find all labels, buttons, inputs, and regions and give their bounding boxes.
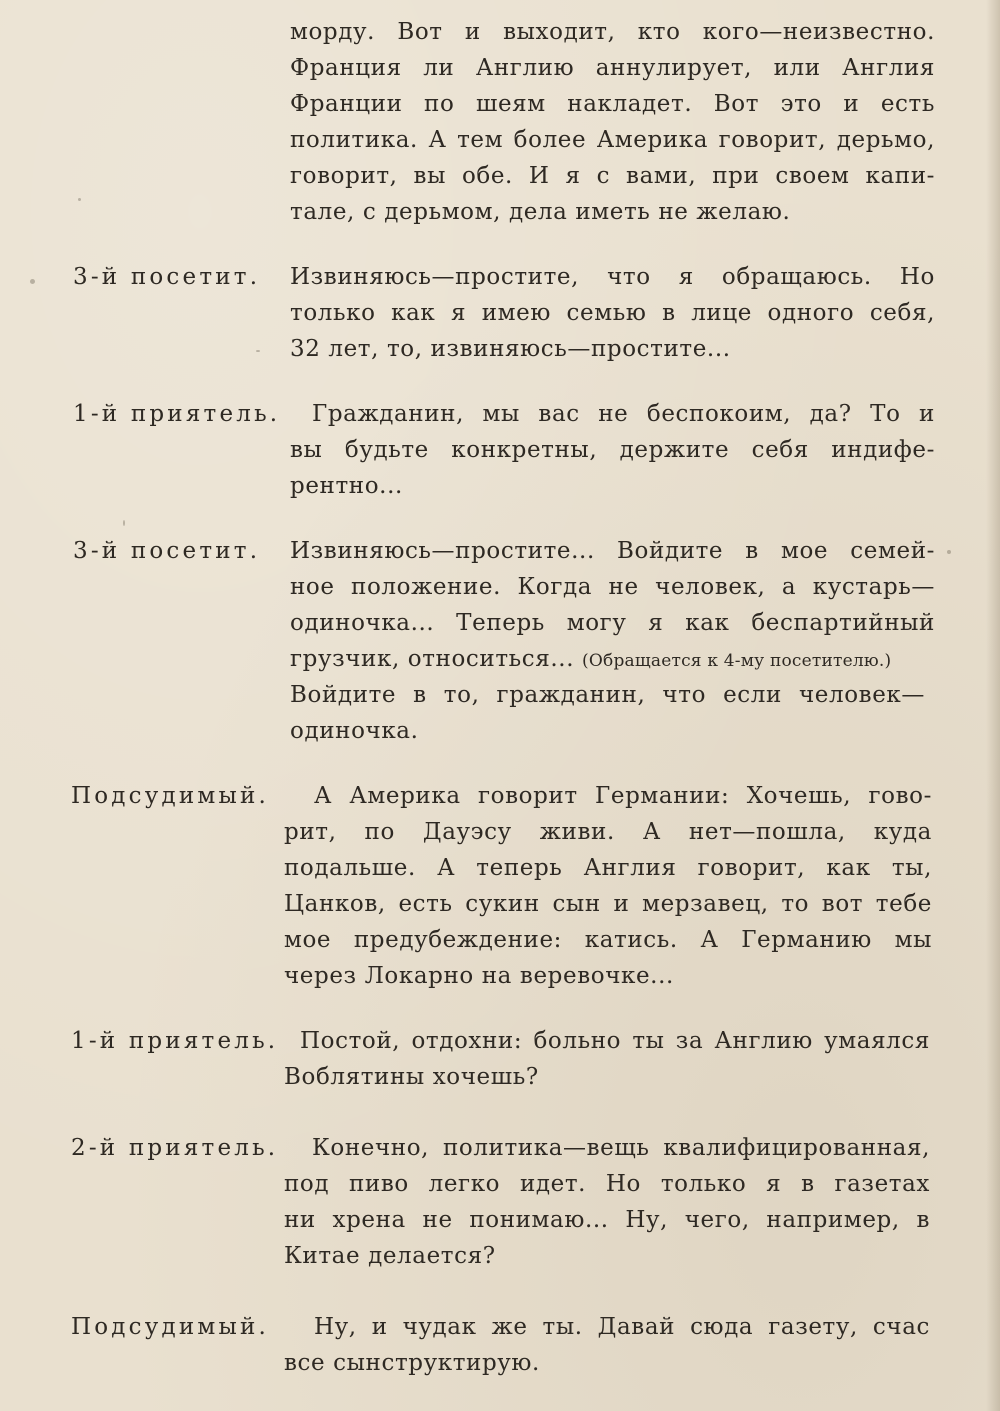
speech-line: рит, по Дауэсу живи. А нет—пошла, куда [284, 819, 932, 845]
speech-line: Франции по шеям накладет. Вот это и есть [290, 91, 935, 117]
speech-line [290, 641, 891, 679]
speech-line: вы будьте конкретны, держите себя индифе- [290, 437, 935, 463]
speech-line: ни хрена не понимаю... Ну, чего, например, в [284, 1207, 930, 1233]
speech-line: Воблятины хочешь? [284, 1064, 539, 1090]
speech-line: Франция ли Англию аннулирует, или Англия [290, 55, 935, 81]
speech-line: Китае делается? [284, 1243, 496, 1269]
speech-line: Постой, отдохни: больно ты за Англию умаялся [300, 1028, 930, 1054]
paper-speck [78, 198, 81, 201]
paper-speck [30, 279, 35, 284]
speech-line: А Америка говорит Германии: Хочешь, гово- [314, 783, 932, 809]
speech-line: мое предубеждение: катись. А Германию мы [284, 927, 932, 953]
page-edge-shadow [986, 0, 1000, 1411]
speech-line: только как я имею семью в лице одного себя, [290, 300, 935, 326]
speech-line: Цанков, есть сукин сын и мерзавец, то вот тебе [284, 891, 932, 917]
speech-line: политика. А тем более Америка говорит, дерьмо, [290, 127, 935, 153]
stage-direction: (Обращается к 4-му посетителю.) [582, 651, 892, 671]
speaker-name: 2-й приятель. [71, 1135, 279, 1161]
speech-line: одиночка. [290, 718, 419, 744]
speaker-name: 3-й посетит. [73, 538, 261, 564]
paper-speck [123, 520, 125, 526]
speech-line: тале, с дерьмом, дела иметь не желаю. [290, 199, 791, 225]
speech-line: Конечно, политика—вещь квалифицированная, [312, 1135, 930, 1161]
speech-line: подальше. А теперь Англия говорит, как ты, [284, 855, 932, 881]
speech-line: ное положение. Когда не человек, а кустарь— [290, 574, 935, 600]
speech-text: грузчик, относиться... [290, 646, 575, 672]
speaker-name: 1-й приятель. [71, 1028, 279, 1054]
speech-line: одиночка... Теперь могу я как беспартийный [290, 610, 935, 636]
speech-line: рентно... [290, 473, 403, 499]
speaker-name: 1-й приятель. [73, 401, 281, 427]
speech-line: 32 лет, то, извиняюсь—простите... [290, 336, 731, 362]
speech-line: через Локарно на веревочке... [284, 963, 674, 989]
speech-line: Войдите в то, гражданин, что если человек— [290, 682, 925, 708]
speech-line: морду. Вот и выходит, кто кого—неизвестно. [290, 19, 935, 45]
speaker-name: Подсудимый. [71, 783, 270, 809]
paper-speck [256, 350, 260, 352]
speaker-name: Подсудимый. [71, 1314, 270, 1340]
speaker-name: 3-й посетит. [73, 264, 261, 290]
speech-line: под пиво легко идет. Но только я в газетах [284, 1171, 930, 1197]
speech-line: Ну, и чудак же ты. Давай сюда газету, счас [314, 1314, 930, 1340]
speech-line: Извиняюсь—простите... Войдите в мое семей- [290, 538, 935, 564]
paper-speck [947, 550, 951, 554]
speech-line: Извиняюсь—простите, что я обращаюсь. Но [290, 264, 935, 290]
speech-line: все сынструктирую. [284, 1350, 540, 1376]
speech-line: говорит, вы обе. И я с вами, при своем капи- [290, 163, 935, 189]
speech-line: Гражданин, мы вас не беспокоим, да? То и [312, 401, 935, 427]
